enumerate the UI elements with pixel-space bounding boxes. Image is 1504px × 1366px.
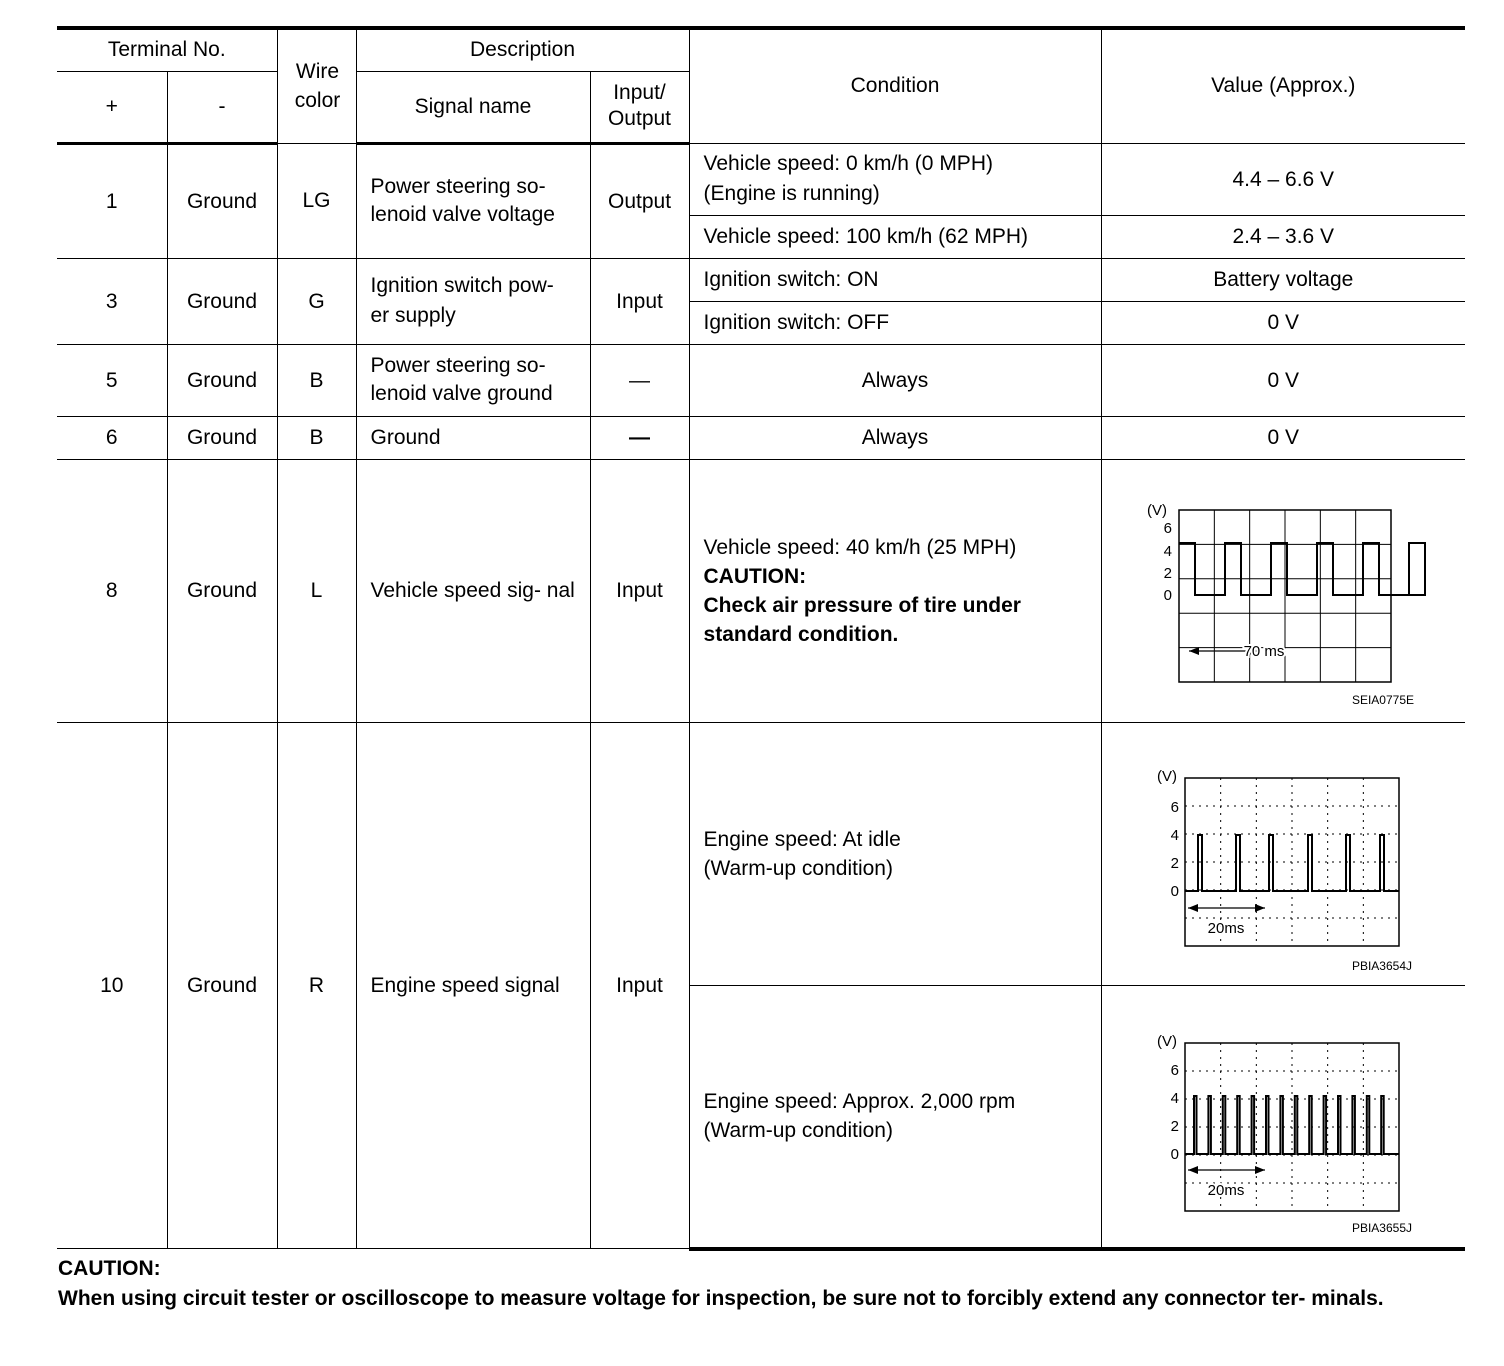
terminal-plus: 10 [57, 722, 167, 1249]
wire-color: B [277, 416, 356, 459]
signal-trace [1185, 1096, 1399, 1154]
condition [689, 985, 1101, 1249]
figure-code: SEIA0775E [1351, 693, 1414, 707]
footer-caution [58, 1254, 1468, 1314]
value-waveform [1101, 985, 1465, 1249]
value: 4.4 – 6.6 V [1101, 143, 1465, 215]
signal-name: Power steering so- lenoid valve ground [356, 344, 590, 416]
table-row [57, 416, 1465, 459]
wire-color: R [277, 722, 356, 1249]
signal-name: Ground [356, 416, 590, 459]
header-plus: + [57, 71, 167, 143]
terminal-minus: Ground [167, 416, 277, 459]
condition: Always [689, 344, 1101, 416]
condition-caution-title: CAUTION: [703, 564, 807, 588]
value: 0 V [1101, 301, 1465, 344]
input-output: Output [590, 143, 689, 258]
header-minus: - [167, 71, 277, 143]
y-tick-label: 4 [1170, 827, 1179, 844]
axis-unit: (V) [1146, 502, 1167, 519]
table-row [57, 344, 1465, 416]
time-span-label: 20ms [1207, 1181, 1244, 1199]
condition [689, 722, 1101, 985]
y-tick-label: 4 [1163, 543, 1172, 560]
terminal-plus: 3 [57, 258, 167, 344]
condition-line: (Warm-up condition) [703, 856, 893, 880]
input-output: Input [590, 722, 689, 1249]
input-output: Input [590, 258, 689, 344]
signal-trace [1179, 543, 1425, 595]
table-row [57, 143, 1465, 215]
terminal-minus: Ground [167, 143, 277, 258]
value: 0 V [1101, 344, 1465, 416]
condition: Vehicle speed: 0 km/h (0 MPH) (Engine is running) [689, 143, 1101, 215]
condition-line: Engine speed: Approx. 2,000 rpm [703, 1090, 1016, 1113]
terminal-plus: 1 [57, 143, 167, 258]
header-description: Description [356, 28, 689, 71]
header-signal-name: Signal name [356, 71, 590, 143]
y-tick-label: 6 [1170, 799, 1179, 816]
terminal-plus: 6 [57, 416, 167, 459]
value: 0 V [1101, 416, 1465, 459]
input-output: — [590, 344, 689, 416]
y-tick-label: 4 [1170, 1089, 1179, 1107]
axis-unit: (V) [1156, 768, 1177, 785]
signal-name: Vehicle speed sig- nal [356, 459, 590, 722]
header-condition: Condition [689, 28, 1101, 143]
header-terminal-no: Terminal No. [57, 28, 277, 71]
terminal-minus: Ground [167, 722, 277, 1249]
footer-caution-text: When using circuit tester or oscilloscope to measure voltage for inspection, be sure not to forcibly extend any connector ter- minals. [58, 1287, 1384, 1310]
condition [689, 459, 1101, 722]
value-waveform [1101, 722, 1465, 985]
wire-color: LG [277, 143, 356, 258]
waveform-engine-2000rpm [1102, 986, 1466, 1247]
waveform-vehicle-speed [1102, 460, 1466, 721]
input-output: Input [590, 459, 689, 722]
header-input-output: Input/ Output [590, 71, 689, 143]
y-tick-label: 6 [1163, 520, 1172, 537]
y-tick-label: 6 [1170, 1061, 1179, 1079]
table-row [57, 722, 1465, 985]
condition: Ignition switch: OFF [689, 301, 1101, 344]
table-row [57, 459, 1465, 722]
axis-unit: (V) [1156, 1032, 1177, 1050]
condition: Always [689, 416, 1101, 459]
y-tick-label: 0 [1163, 587, 1172, 604]
wire-color: G [277, 258, 356, 344]
terminal-table [57, 26, 1465, 1251]
signal-name: Ignition switch pow- er supply [356, 258, 590, 344]
condition: Ignition switch: ON [689, 258, 1101, 301]
y-tick-label: 2 [1163, 565, 1172, 582]
input-output: — [590, 416, 689, 459]
condition-caution-text: Check air pressure of tire under standard condition. [703, 593, 1021, 646]
condition: Vehicle speed: 100 km/h (62 MPH) [689, 215, 1101, 258]
terminal-plus: 5 [57, 344, 167, 416]
condition-text: Vehicle speed: 40 km/h (25 MPH) [703, 535, 1017, 559]
figure-code: PBIA3655J [1351, 1220, 1412, 1235]
condition-line: (Warm-up condition) [703, 1119, 893, 1142]
terminal-plus: 8 [57, 459, 167, 722]
signal-name: Engine speed signal [356, 722, 590, 1249]
y-tick-label: 0 [1170, 1145, 1179, 1163]
figure-code: PBIA3654J [1351, 959, 1412, 973]
value-waveform [1101, 459, 1465, 722]
table-row [57, 258, 1465, 301]
time-span-label: 70 ms [1243, 643, 1284, 660]
terminal-minus: Ground [167, 258, 277, 344]
value: 2.4 – 3.6 V [1101, 215, 1465, 258]
terminal-minus: Ground [167, 344, 277, 416]
condition-line: Engine speed: At idle [703, 827, 901, 851]
wire-color: B [277, 344, 356, 416]
y-tick-label: 2 [1170, 855, 1179, 872]
header-value: Value (Approx.) [1101, 28, 1465, 143]
value: Battery voltage [1101, 258, 1465, 301]
waveform-engine-idle [1102, 723, 1466, 984]
y-tick-label: 0 [1170, 883, 1179, 900]
signal-name: Power steering so- lenoid valve voltage [356, 143, 590, 258]
header-wire-color: Wire color [277, 28, 356, 143]
wire-color: L [277, 459, 356, 722]
time-span-label: 20ms [1207, 920, 1244, 937]
terminal-minus: Ground [167, 459, 277, 722]
y-tick-label: 2 [1170, 1117, 1179, 1135]
footer-caution-title: CAUTION: [58, 1257, 161, 1280]
